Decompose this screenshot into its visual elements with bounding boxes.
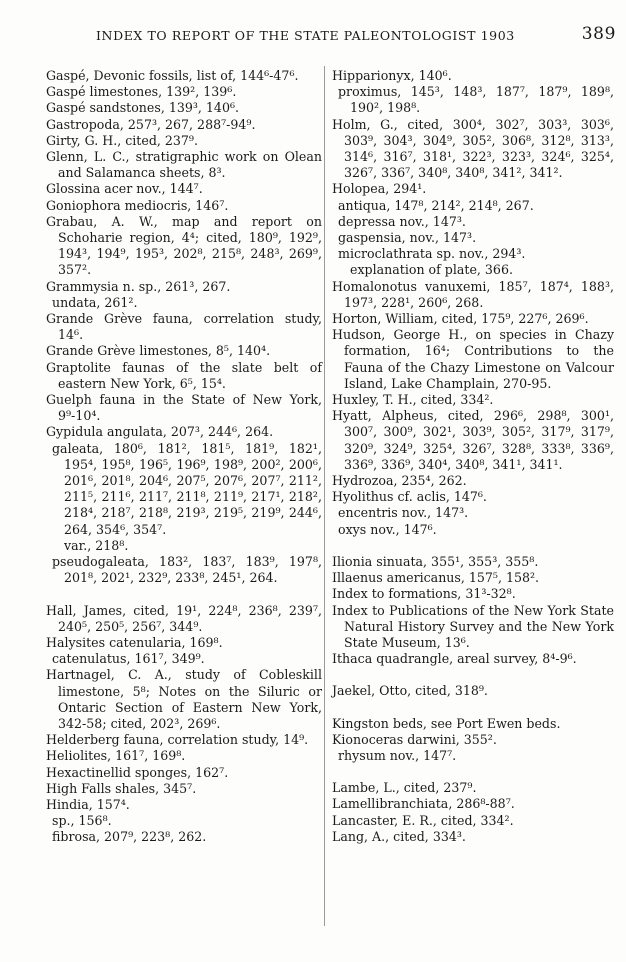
index-entry: Huxley, T. H., cited, 334².	[332, 392, 494, 408]
index-entry: Hyatt, Alpheus, cited, 296⁶, 298⁸, 300¹, 300⁷, 300⁹, 302¹, 303⁹, 305², 317⁹, 317⁹, 320⁹, 324⁹, 325⁴, 326⁷, 328⁸, 333⁸, 336⁹, 336⁹, 336⁹, 340⁴, 340⁸, 341¹, 341¹.	[332, 408, 614, 472]
index-subentry: var., 218⁸.	[64, 537, 129, 553]
index-subentry: explanation of plate, 366.	[350, 262, 513, 278]
index-subentry: gaspensia, nov., 147³.	[338, 230, 477, 246]
index-entry: Goniophora mediocris, 146⁷.	[46, 197, 229, 213]
index-entry: Halysites catenularia, 169⁸.	[46, 634, 223, 650]
index-entry: Homalonotus vanuxemi, 185⁷, 187⁴, 188³, 197³, 228¹, 260⁶, 268.	[332, 278, 614, 310]
left-column	[46, 68, 322, 846]
index-entry: Graptolite faunas of the slate belt of eastern New York, 6⁵, 15⁴.	[46, 359, 322, 391]
page-number: 389	[581, 24, 616, 44]
index-entry: Gastropoda, 257³, 267, 288⁷-94⁹.	[46, 116, 256, 132]
index-entry: Gaspé sandstones, 139³, 140⁶.	[46, 100, 240, 116]
index-entry: Gaspé limestones, 139², 139⁶.	[46, 84, 237, 100]
index-entry: Hartnagel, C. A., study of Cobleskill limestone, 5⁸; Notes on the Siluric or Ontaric Section of Eastern New York, 342-58; cited, 202³, 269⁶.	[46, 667, 322, 731]
index-entry: Gaspé, Devonic fossils, list of, 144⁶-47⁶.	[46, 68, 299, 83]
index-entry: Holopea, 294¹.	[332, 181, 427, 197]
right-column	[332, 68, 614, 845]
index-subentry: galeata, 180⁶, 181², 181⁵, 181⁹, 182¹, 195⁴, 195⁸, 196⁵, 196⁹, 198⁹, 200², 200⁶, 201⁶, 201⁸, 204⁶, 207⁵, 207⁶, 207⁷, 211², 211⁵, 211⁶, 211⁷, 211⁸, 211⁹, 217¹, 218², 218⁴, 218⁷, 218⁸, 219³, 219⁵, 219⁹, 244⁶, 264, 354⁶, 354⁷.	[52, 440, 322, 537]
index-subentry: proximus, 145³, 148³, 187⁷, 187⁹, 189⁸, 190², 198⁸.	[338, 84, 614, 116]
index-entry: Lambe, L., cited, 237⁹.	[332, 780, 477, 796]
index-entry: Kingston beds, see Port Ewen beds.	[332, 715, 561, 731]
column-divider	[324, 66, 325, 926]
index-entry: Grande Grève limestones, 8⁵, 140⁴.	[46, 343, 271, 359]
index-entry: Guelph fauna in the State of New York, 9⁹-10⁴.	[46, 392, 322, 424]
index-entry: Hudson, George H., on species in Chazy formation, 16⁴; Contributions to the Fauna of the Chazy Limestone on Valcour Island, Lake Champlain, 270-95.	[332, 327, 614, 391]
index-subentry: undata, 261².	[52, 294, 138, 310]
index-entry: Jaekel, Otto, cited, 318⁹.	[332, 683, 488, 699]
section-gap	[332, 700, 614, 716]
index-entry: Ilionia sinuata, 355¹, 355³, 355⁸.	[332, 553, 539, 569]
index-entry: Heliolites, 161⁷, 169⁸.	[46, 748, 186, 764]
index-entry: Lancaster, E. R., cited, 334².	[332, 812, 514, 828]
section-gap	[332, 667, 614, 683]
index-entry: High Falls shales, 345⁷.	[46, 780, 197, 796]
index-subentry: rhysum nov., 147⁷.	[338, 747, 457, 763]
index-entry: Hall, James, cited, 19¹, 224⁸, 236⁸, 239⁷, 240⁵, 250⁵, 256⁷, 344⁹.	[46, 602, 322, 634]
index-entry: Index to formations, 31³-32⁸.	[332, 586, 516, 602]
index-subentry: catenulatus, 161⁷, 349⁹.	[52, 651, 205, 667]
section-gap	[332, 764, 614, 780]
index-subentry: pseudogaleata, 183², 183⁷, 183⁹, 197⁸, 201⁸, 202¹, 232⁹, 233⁸, 245¹, 264.	[52, 554, 322, 586]
index-entry: Lang, A., cited, 334³.	[332, 828, 466, 844]
index-entry: Glossina acer nov., 144⁷.	[46, 181, 203, 197]
index-entry: Kionoceras darwini, 355².	[332, 731, 497, 747]
index-entry: Ithaca quadrangle, areal survey, 8⁴-9⁶.	[332, 651, 577, 667]
index-entry: Glenn, L. C., stratigraphic work on Olean and Salamanca sheets, 8³.	[46, 149, 322, 181]
index-entry: Gypidula angulata, 207³, 244⁶, 264.	[46, 424, 274, 440]
index-entry: Hexactinellid sponges, 162⁷.	[46, 764, 229, 780]
index-entry: Horton, William, cited, 175⁹, 227⁶, 269⁶.	[332, 311, 589, 327]
index-subentry: sp., 156⁸.	[52, 813, 112, 829]
index-subentry: oxys nov., 147⁶.	[338, 521, 437, 537]
index-subentry: antiqua, 147⁸, 214², 214⁸, 267.	[338, 197, 534, 213]
index-entry: Index to Publications of the New York State Natural History Survey and the New York State Museum, 13⁶.	[332, 602, 614, 650]
index-entry: Girty, G. H., cited, 237⁹.	[46, 132, 198, 148]
index-entry: Hyolithus cf. aclis, 147⁶.	[332, 489, 487, 505]
index-entry: Hindia, 157⁴.	[46, 796, 130, 812]
header-title: INDEX TO REPORT OF THE STATE PALEONTOLOGIST 1903	[96, 28, 515, 43]
section-gap	[46, 587, 322, 603]
index-subentry: fibrosa, 207⁹, 223⁸, 262.	[52, 829, 207, 845]
index-entry: Holm, G., cited, 300⁴, 302⁷, 303³, 303⁶, 303⁹, 304³, 304⁹, 305², 306⁸, 312⁸, 313³, 314⁶, 316⁷, 318¹, 322³, 323³, 324⁶, 325⁴, 326⁷, 336⁷, 340⁸, 340⁸, 341², 341².	[332, 116, 614, 181]
index-entry: Illaenus americanus, 157⁵, 158².	[332, 570, 540, 586]
index-subentry: microclathrata sp. nov., 294³.	[338, 246, 526, 262]
index-entry: Grande Grève fauna, correlation study, 14⁶.	[46, 311, 322, 343]
index-entry: Hydrozoa, 235⁴, 262.	[332, 473, 467, 489]
section-gap	[332, 538, 614, 554]
index-entry: Grammysia n. sp., 261³, 267.	[46, 278, 231, 294]
index-entry: Grabau, A. W., map and report on Schoharie region, 4⁴; cited, 180⁹, 192⁹, 194³, 194⁹, 195³, 202⁸, 215⁸, 248³, 269⁹, 357².	[46, 213, 322, 278]
index-subentry: encentris nov., 147³.	[338, 505, 469, 521]
index-entry: Lamellibranchiata, 286⁸-88⁷.	[332, 796, 515, 812]
index-entry: Helderberg fauna, correlation study, 14⁹.	[46, 732, 309, 748]
running-header	[96, 24, 616, 44]
index-entry: Hipparionyx, 140⁶.	[332, 68, 452, 83]
index-subentry: depressa nov., 147³.	[338, 213, 466, 229]
